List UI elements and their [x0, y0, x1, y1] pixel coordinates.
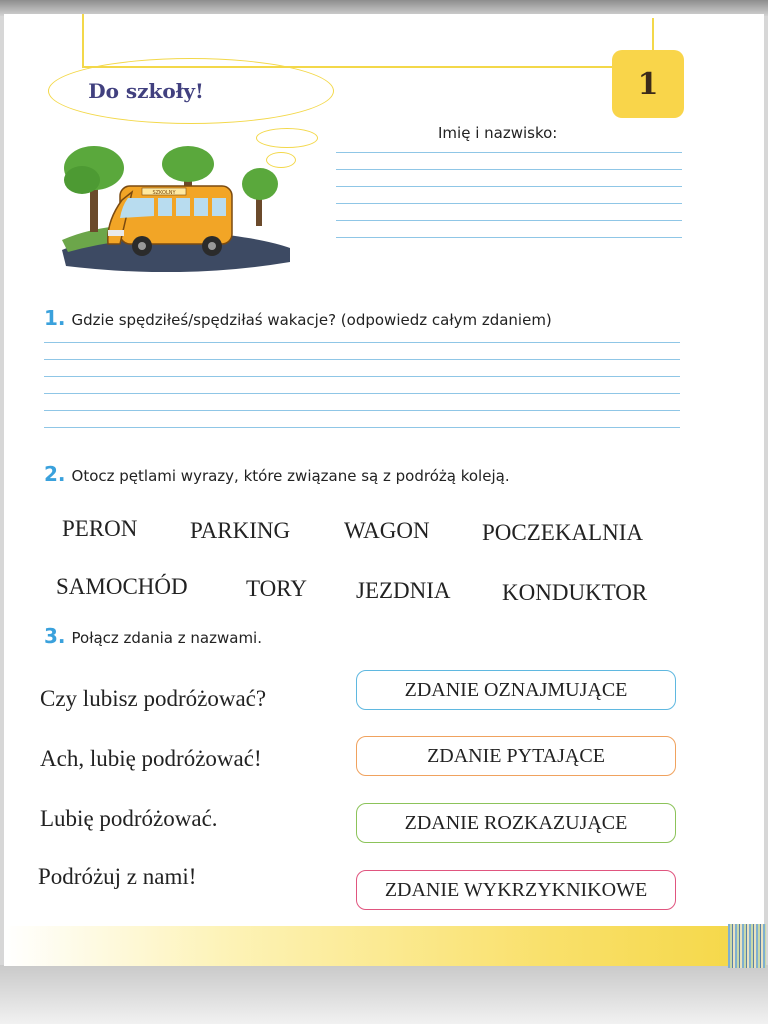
writing-line: [336, 169, 682, 170]
word-item[interactable]: SAMOCHÓD: [56, 574, 188, 599]
answer-writing-lines[interactable]: [44, 342, 680, 444]
exercise-2-prompt: [44, 462, 510, 486]
writing-line: [336, 220, 682, 221]
sentence-type-label[interactable]: ZDANIE ROZKAZUJĄCE: [356, 803, 676, 843]
word-item[interactable]: PERON: [62, 516, 138, 541]
writing-line: [336, 237, 682, 238]
word-item[interactable]: WAGON: [344, 518, 430, 543]
page-number-badge: [612, 50, 684, 118]
sentence-item[interactable]: Podróżuj z nami!: [38, 864, 197, 889]
writing-line: [336, 186, 682, 187]
writing-line: [44, 393, 680, 394]
exercise-text: Połącz zdania z nazwami.: [71, 629, 262, 647]
sentence-item[interactable]: Lubię podróżować.: [40, 806, 218, 831]
name-field-label: Imię i nazwisko:: [438, 124, 558, 142]
sentence-type-label[interactable]: ZDANIE OZNAJMUJĄCE: [356, 670, 676, 710]
writing-line: [44, 342, 680, 343]
page-number: 1: [637, 66, 659, 102]
frame-line: [652, 18, 654, 52]
exercise-number: 1.: [44, 306, 66, 330]
writing-line: [336, 152, 682, 153]
sentence-type-label[interactable]: ZDANIE WYKRZYKNIKOWE: [356, 870, 676, 910]
sentence-type-label[interactable]: ZDANIE PYTAJĄCE: [356, 736, 676, 776]
exercise-1-prompt: [44, 306, 552, 330]
name-writing-lines[interactable]: [336, 152, 682, 254]
exercise-number: 2.: [44, 462, 66, 486]
school-bus-icon: [62, 142, 294, 272]
exercise-number: 3.: [44, 624, 66, 648]
exercise-3-prompt: [44, 624, 262, 648]
writing-line: [44, 376, 680, 377]
exercise-text: Gdzie spędziłeś/spędziłaś wakacje? (odpowiedz całym zdaniem): [71, 311, 552, 329]
book-page-edges: [728, 924, 766, 968]
bus-sign: SZKOLNY: [152, 190, 176, 196]
exercise-text: Otocz pętlami wyrazy, które związane są z podróżą koleją.: [71, 467, 510, 485]
writing-line: [44, 427, 680, 428]
title-bubble: [48, 58, 334, 124]
word-item[interactable]: KONDUKTOR: [502, 580, 648, 605]
word-item[interactable]: PARKING: [190, 518, 291, 543]
word-item[interactable]: POCZEKALNIA: [482, 520, 643, 545]
sentence-item[interactable]: Ach, lubię podróżować!: [40, 746, 262, 771]
frame-line: [82, 14, 84, 68]
page-footer-stripe: [4, 926, 734, 966]
word-item[interactable]: JEZDNIA: [356, 578, 451, 603]
writing-line: [336, 203, 682, 204]
sentence-item[interactable]: Czy lubisz podróżować?: [40, 686, 267, 711]
page-title: Do szkoły!: [88, 79, 204, 103]
word-item[interactable]: TORY: [246, 576, 307, 601]
writing-line: [44, 359, 680, 360]
writing-line: [44, 410, 680, 411]
scan-bottom-edge: [0, 965, 768, 1024]
